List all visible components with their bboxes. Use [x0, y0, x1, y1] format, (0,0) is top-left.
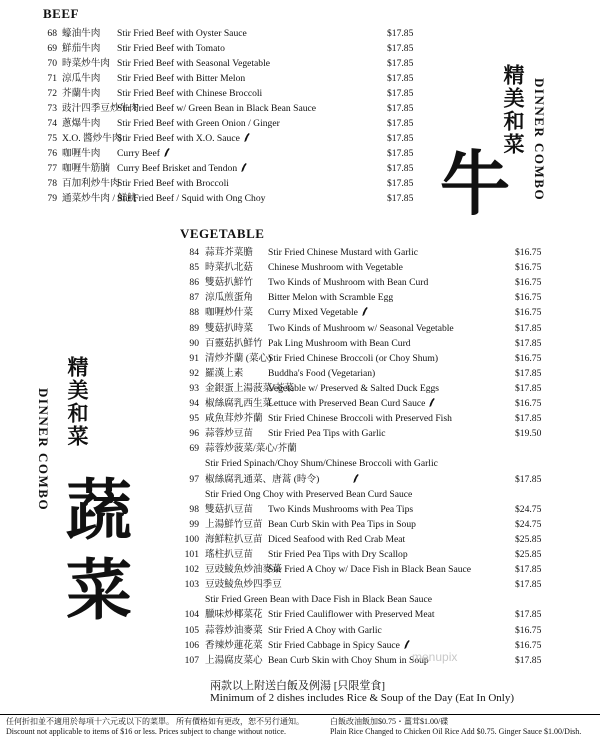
menu-item-price: $17.85 [387, 148, 414, 159]
menu-item-price: $17.85 [387, 178, 414, 189]
menu-item-chinese-name: 蒜蓉炒菠菜/菜心/芥蘭 [205, 443, 297, 455]
spicy-chili-icon [164, 148, 170, 157]
menu-item-chinese-name: 蒜蓉炒油麥菜 [205, 624, 263, 636]
menu-item-number: 84 [189, 247, 199, 258]
menu-item-price: $17.85 [515, 579, 542, 591]
menu-item-chinese-name: 雙菇扒時菜 [205, 322, 253, 334]
vegetable-section-title: VEGETABLE [180, 226, 265, 241]
menu-item-number: 98 [189, 503, 199, 515]
menu-item-chinese-name: 羅漢上素 [205, 367, 244, 379]
menu-item-number: 100 [184, 533, 199, 545]
menu-item-english-name: Curry Beef Brisket and Tendon [117, 161, 247, 176]
menu-item-row [0, 653, 600, 668]
menu-item-chinese-name: 咖喱炒什菜 [205, 307, 253, 319]
menu-item-chinese-name: 百加利炒牛肉 [62, 178, 120, 189]
menu-item-price: $17.85 [387, 73, 414, 84]
menu-item-chinese-name: 雙菇扒豆苗 [205, 503, 253, 515]
menu-item-chinese-name: 豉汁四季豆炒牛肉 [62, 103, 139, 114]
combo-chinese-label-left: 精美和菜 [65, 356, 89, 448]
menu-item-number: 71 [47, 73, 57, 84]
footer-left-chinese: 任何折扣並不適用於每項十六元或以下的菜單。 所有價格如有更改，恕不另行通知。 [6, 717, 304, 726]
menu-item-english-name: Stir Fried Cabbage in Spicy Sauce [268, 638, 410, 653]
menu-item-english-name: Stir Fried Chinese Broccoli (or Choy Shum) [268, 352, 439, 364]
footer-right-chinese: 白飯改油飯加$0.75・薑茸$1.00/碟 [330, 717, 449, 726]
menu-item-english-name: Stir Fried A Choy with Garlic [268, 624, 382, 636]
menu-item-chinese-name: 咖喱牛肉 [62, 148, 101, 159]
menu-item-chinese-name: 椒絲腐乳西生菜 [205, 398, 273, 409]
menu-item-english-name: Stir Fried Beef with Bitter Melon [117, 73, 246, 84]
menu-item-chinese-name: 涼瓜牛肉 [62, 73, 101, 84]
menu-item-row [0, 26, 600, 41]
menu-item-chinese-name: 蠔油牛肉 [62, 28, 101, 39]
menu-item-english-name: Stir Fried Beef with X.O. Sauce [117, 131, 250, 146]
dinner-combo-label-left: DINNER COMBO [36, 388, 51, 512]
menu-item-number: 86 [189, 277, 199, 289]
menu-item-chinese-name: 咸魚茸炒芥蘭 [205, 413, 263, 425]
menu-item-english-name: Bean Curb Skin with Choy Shum in Soup [268, 654, 429, 666]
menu-item-price: $17.85 [515, 322, 542, 334]
menu-item-price: $17.85 [387, 58, 414, 69]
menu-item-row [0, 176, 600, 191]
dinner-combo-label-right: DINNER COMBO [532, 78, 547, 202]
menu-item-number: 97 [189, 473, 199, 485]
menu-item-price: $16.75 [515, 307, 542, 319]
menu-item-english-name: Two Kinds of Mushroom with Bean Curd [268, 277, 429, 289]
vegetable-calligraphy-character: 蔬菜 [66, 471, 132, 629]
menu-item-price: $17.85 [515, 654, 542, 666]
menu-item-number: 69 [189, 443, 199, 455]
menu-item-price: $17.85 [387, 103, 414, 114]
menu-item-number: 69 [47, 43, 57, 54]
menu-item-english-name: Stir Fried Beef with Broccoli [117, 178, 229, 189]
menu-item-number: 102 [184, 564, 199, 576]
menu-item-row [0, 41, 600, 56]
menu-item-english-name: Bitter Melon with Scramble Egg [268, 292, 394, 304]
menu-item-price: $17.85 [515, 367, 542, 379]
spicy-chili-icon [241, 163, 247, 172]
menu-item-chinese-name: 豆豉鯪魚炒四季豆 [205, 579, 282, 591]
minimum-note-chinese: 兩款以上附送白飯及例湯 [只限堂食] [210, 680, 386, 692]
menu-item-price: $16.75 [515, 624, 542, 636]
menu-item-number: 107 [184, 654, 199, 666]
menu-item-number: 90 [189, 337, 199, 349]
menu-item-chinese-name: 時菜炒牛肉 [62, 58, 110, 69]
menu-item-english-name: Bean Curb Skin with Pea Tips in Soup [268, 518, 416, 530]
menu-item-number: 75 [47, 133, 57, 144]
menu-item-english-name: Stir Fried Beef with Chinese Broccoli [117, 88, 263, 99]
menu-item-number: 76 [47, 148, 57, 159]
menu-item-number: 87 [189, 292, 199, 304]
menu-item-chinese-name: 香辣炒蓮花菜 [205, 639, 263, 651]
menu-item-price: $17.85 [515, 609, 542, 621]
menu-item-chinese-name: 鮮茄牛肉 [62, 43, 101, 54]
menu-item-chinese-name: 涼瓜煎蛋角 [205, 292, 253, 304]
menu-item-price: $17.85 [387, 88, 414, 99]
menu-item-english-name: Curry Beef [117, 146, 170, 161]
menu-item-number: 79 [47, 193, 57, 204]
menu-item-chinese-name: 蒜茸芥菜膽 [205, 247, 253, 258]
menu-item-english-name: Stir Fried Beef with Tomato [117, 43, 225, 54]
menu-item-english-name: Stir Fried Pea Tips with Dry Scallop [268, 549, 408, 560]
menu-item-english-name: Stir Fried Beef / Squid with Ong Choy [117, 193, 266, 204]
menu-item-number: 99 [189, 518, 199, 530]
footer-right-english: Plain Rice Changed to Chicken Oil Rice Add $0.75. Ginger Sauce $1.00/Dish. [330, 727, 582, 736]
minimum-note-english: Minimum of 2 dishes includes Rice & Soup of the Day (Eat In Only) [210, 692, 514, 704]
menu-item-row [0, 305, 600, 320]
menu-item-chinese-name: 蔥爆牛肉 [62, 118, 101, 129]
menu-item-english-name: Buddha's Food (Vegetarian) [268, 367, 376, 379]
menu-item-price: $17.85 [387, 163, 414, 174]
menu-item-english-name: Two Kinds Mushrooms with Pea Tips [268, 503, 414, 515]
menu-item-price: $19.50 [515, 428, 542, 440]
menu-item-english-name: Vegetable w/ Preserved & Salted Duck Eggs [268, 382, 440, 394]
menu-item-chinese-name: 蒜蓉炒豆苗 [205, 428, 253, 440]
menu-item-english-name [349, 472, 359, 487]
menu-item-chinese-name: 咖喱牛筋腩 [62, 163, 110, 174]
menu-item-price: $24.75 [515, 518, 542, 530]
menu-item-english-name: Curry Mixed Vegetable [268, 305, 368, 320]
menu-item-price: $16.75 [515, 277, 542, 289]
menu-item-number: 88 [189, 307, 199, 319]
menu-item-english-continued: Stir Fried Green Bean with Dace Fish in Black Bean Sauce [205, 594, 432, 606]
menu-item-price: $24.75 [515, 503, 542, 515]
menu-item-english-continued: Stir Fried Ong Choy with Preserved Bean Curd Sauce [205, 488, 413, 500]
menu-item-row [0, 275, 600, 290]
menu-item-price: $25.85 [515, 533, 542, 545]
menu-item-number: 104 [184, 609, 199, 621]
footer-divider [0, 714, 600, 715]
menu-item-english-name: Stir Fried Beef with Green Onion / Ginger [117, 118, 280, 129]
menu-item-english-name: Chinese Mushroom with Vegetable [268, 262, 403, 274]
menu-item-english-name: Diced Seafood with Red Crab Meat [268, 533, 406, 545]
menu-item-chinese-name: 海鮮粒扒豆苗 [205, 533, 263, 545]
menu-item-price: $17.85 [515, 382, 542, 394]
menu-item-chinese-name: 百靈菇扒鮮竹 [205, 337, 263, 349]
menu-item-price: $17.85 [515, 564, 542, 576]
spicy-chili-icon [429, 398, 435, 407]
menu-item-number: 103 [184, 579, 199, 591]
menu-item-number: 91 [189, 352, 199, 364]
menu-item-row [0, 260, 600, 275]
menu-item-chinese-name: 雙菇扒鮮竹 [205, 277, 253, 289]
menu-item-number: 85 [189, 262, 199, 274]
menu-item-chinese-name: 豆豉鯪魚炒油麥菜 [205, 564, 282, 576]
menu-item-row [0, 638, 600, 653]
menu-item-price: $17.85 [387, 133, 414, 144]
menu-item-chinese-name: 上湯鮮竹豆苗 [205, 518, 263, 530]
menu-item-number: 74 [47, 118, 57, 129]
menu-item-english-name: Lettuce with Preserved Bean Curd Sauce [268, 396, 435, 411]
spicy-chili-icon [353, 474, 359, 483]
menu-item-chinese-name: 瑤柱扒豆苗 [205, 549, 253, 560]
menu-item-row [0, 161, 600, 176]
menu-item-price: $25.85 [515, 549, 542, 560]
menu-item-price: $16.75 [515, 247, 542, 258]
menu-item-price: $16.75 [515, 262, 542, 274]
menu-item-chinese-name: 芥蘭牛肉 [62, 88, 101, 99]
menu-item-price: $17.85 [515, 337, 542, 349]
footer-left-english: Discount not applicable to items of $16 or less. Prices subject to change without notice. [6, 727, 286, 736]
beef-calligraphy-character: 牛 [440, 142, 510, 225]
watermark: menupix [412, 650, 458, 664]
menu-item-english-name: Two Kinds of Mushroom w/ Seasonal Vegetable [268, 322, 454, 334]
menu-item-english-name: Stir Fried Cauliflower with Preserved Meat [268, 609, 435, 621]
menu-item-number: 93 [189, 382, 199, 394]
menu-item-chinese-name: 椒絲腐乳通菜、唐蒿 (時令) [205, 473, 320, 485]
menu-item-price: $16.75 [515, 639, 542, 651]
menu-item-chinese-name: 時菜扒北菇 [205, 262, 253, 274]
menu-item-price: $17.85 [515, 413, 542, 425]
menu-item-english-name: Stir Fried Pea Tips with Garlic [268, 428, 386, 440]
menu-item-row [0, 336, 600, 351]
menu-item-number: 95 [189, 413, 199, 425]
menu-item-english-name: Stir Fried Chinese Mustard with Garlic [268, 247, 419, 258]
menu-item-chinese-name: 上湯腐皮菜心 [205, 654, 263, 666]
menu-item-number: 106 [184, 639, 199, 651]
menu-item-number: 101 [184, 549, 199, 560]
menu-item-chinese-name: X.O. 醬炒牛肉 [62, 133, 122, 144]
menu-item-price: $16.75 [515, 352, 542, 364]
menu-item-number: 92 [189, 367, 199, 379]
spicy-chili-icon [244, 133, 250, 142]
spicy-chili-icon [404, 640, 410, 649]
menu-item-price: $16.75 [515, 292, 542, 304]
menu-item-number: 96 [189, 428, 199, 440]
menu-item-chinese-name: 清炒芥蘭 (菜心) [205, 352, 272, 364]
menu-item-english-name: Stir Fried A Choy w/ Dace Fish in Black Bean Sauce [268, 564, 472, 576]
menu-item-price: $17.85 [515, 473, 542, 485]
menu-item-row [0, 191, 600, 206]
menu-item-number: 78 [47, 178, 57, 189]
menu-item-number: 72 [47, 88, 57, 99]
combo-chinese-label-right: 精美和菜 [501, 64, 525, 156]
menu-item-row [0, 290, 600, 305]
menu-item-english-name: Stir Fried Chinese Broccoli with Preserved Fish [268, 413, 452, 425]
beef-section-title: BEEF [43, 6, 79, 21]
menu-item-english-name: Stir Fried Beef with Seasonal Vegetable [117, 58, 271, 69]
menu-item-english-continued: Stir Fried Spinach/Choy Shum/Chinese Broccoli with Garlic [205, 458, 438, 470]
menu-item-number: 94 [189, 398, 199, 409]
menu-item-number: 105 [184, 624, 199, 636]
menu-item-row [0, 321, 600, 336]
menu-item-number: 70 [47, 58, 57, 69]
menu-item-number: 89 [189, 322, 199, 334]
menu-item-row [0, 245, 600, 260]
menu-item-price: $17.85 [387, 193, 414, 204]
spicy-chili-icon [362, 307, 368, 316]
menu-item-price: $17.85 [387, 43, 414, 54]
menu-item-english-name: Pak Ling Mushroom with Bean Curd [268, 337, 411, 349]
menu-item-english-name: Stir Fried Beef w/ Green Bean in Black Bean Sauce [117, 103, 317, 114]
menu-item-english-name: Stir Fried Beef with Oyster Sauce [117, 28, 247, 39]
menu-item-chinese-name: 臘味炒椰菜花 [205, 609, 263, 621]
menu-item-number: 77 [47, 163, 57, 174]
menu-item-number: 68 [47, 28, 57, 39]
menu-item-number: 73 [47, 103, 57, 114]
menu-item-chinese-name: 通菜炒牛肉 / 鮮魷 [62, 193, 137, 204]
menu-item-price: $17.85 [387, 28, 414, 39]
menu-item-chinese-name: 金銀蛋上湯菠菜/芥菜 [205, 382, 295, 394]
menu-item-price: $17.85 [387, 118, 414, 129]
menu-item-price: $16.75 [515, 398, 542, 409]
